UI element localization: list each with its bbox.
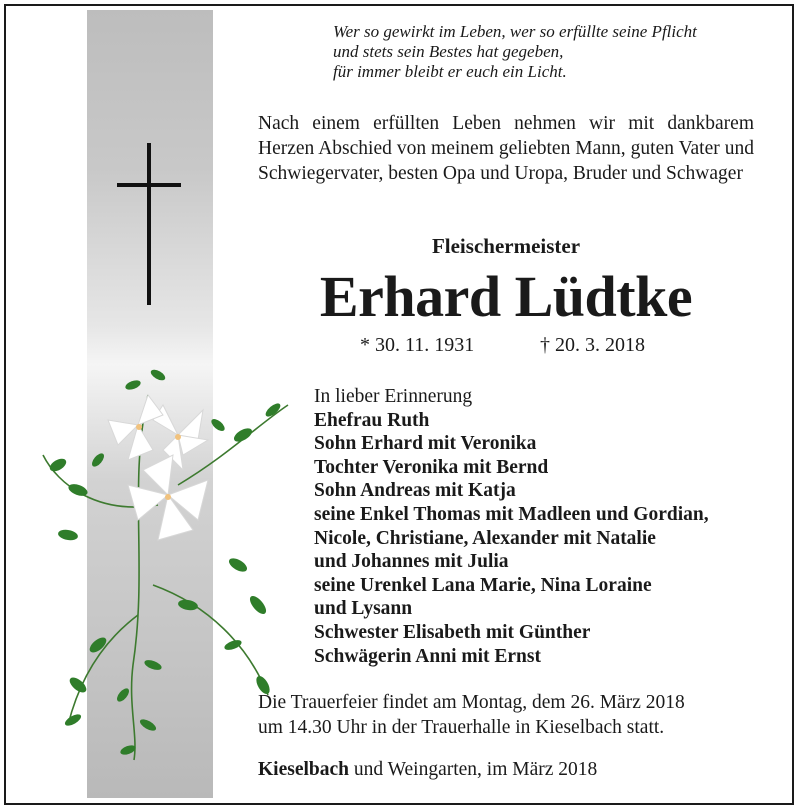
- mourner-line: seine Urenkel Lana Marie, Nina Loraine: [314, 574, 652, 596]
- birth-date: * 30. 11. 1931: [360, 334, 475, 356]
- mourner-line: und Johannes mit Julia: [314, 551, 509, 573]
- place-date: [258, 759, 758, 781]
- mourners-list: [314, 385, 774, 668]
- mourner-line: Tochter Veronika mit Bernd: [314, 456, 549, 478]
- mourners-opening: In lieber Erinnerung: [314, 386, 473, 407]
- verse-line: für immer bleibt er euch ein Licht.: [333, 62, 567, 81]
- mourner-line: und Lysann: [314, 598, 413, 620]
- funeral-info: [258, 690, 758, 740]
- verse: [333, 22, 783, 82]
- funeral-line: Die Trauerfeier findet am Montag, dem 26. März 2018: [258, 692, 685, 713]
- mourner-line: Nicole, Christiane, Alexander mit Natalie: [314, 527, 656, 549]
- mourner-line: Sohn Erhard mit Veronika: [314, 433, 537, 455]
- mourner-line: Ehefrau Ruth: [314, 409, 430, 431]
- verse-line: und stets sein Bestes hat gegeben,: [333, 42, 564, 61]
- deceased-name: Erhard Lüdtke: [319, 264, 693, 329]
- place-town: Kieselbach: [258, 759, 349, 780]
- mourner-line: seine Enkel Thomas mit Madleen und Gordian,: [314, 503, 709, 525]
- intro-text: Nach einem erfüllten Leben nehmen wir mit dankbarem Herzen Abschied von meinem geliebten Mann, guten Vater und Schwiegervater, besten Opa und Uropa, Bruder und Schwager: [258, 113, 754, 184]
- mourner-line: Schwester Elisabeth mit Günther: [314, 621, 591, 643]
- death-date: † 20. 3. 2018: [540, 334, 645, 356]
- occupation-title: Fleischermeister: [431, 234, 581, 258]
- mourner-line: Schwägerin Anni mit Ernst: [314, 645, 541, 667]
- funeral-line: um 14.30 Uhr in der Trauerhalle in Kieselbach statt.: [258, 717, 665, 738]
- verse-line: Wer so gewirkt im Leben, wer so erfüllte seine Pflicht: [333, 22, 697, 41]
- place-rest: und Weingarten, im März 2018: [349, 759, 598, 780]
- mourner-line: Sohn Andreas mit Katja: [314, 480, 516, 502]
